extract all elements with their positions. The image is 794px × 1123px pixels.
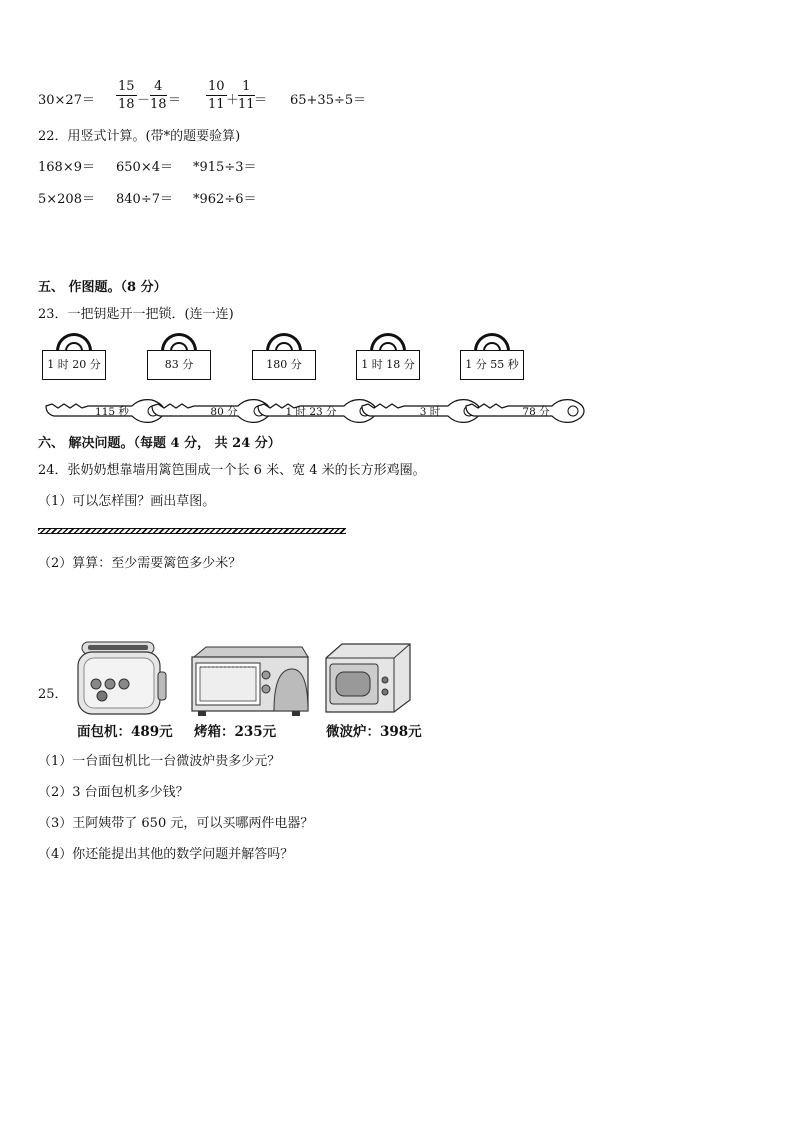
key: [44, 396, 166, 426]
key-label: 78 分: [522, 406, 550, 418]
lock-label: 180 分: [252, 350, 316, 380]
equals-sign: ＝: [254, 93, 268, 108]
calc-item: *962÷6＝: [193, 192, 257, 207]
padlock: [147, 333, 211, 381]
section-6-title: 六、 解决问题。（每题 4 分， 共 24 分）: [38, 436, 281, 451]
section-5-title: 五、 作图题。（8 分）: [38, 280, 167, 295]
calc-item: *915÷3＝: [193, 160, 257, 175]
key-label: 115 秒: [95, 406, 129, 418]
microwave-price: 微波炉：398元: [326, 724, 422, 740]
padlock: [356, 333, 420, 381]
expr-4: 65+35÷5＝: [290, 93, 367, 108]
question-22-title: 22．用竖式计算。(带*的题要验算): [38, 129, 241, 144]
padlock: [42, 333, 106, 381]
oven-price: 烤箱：235元: [194, 724, 277, 740]
fraction-10-11: $\frac{10}{11}$: [208, 79, 225, 112]
minus-sign: －: [137, 93, 151, 108]
padlock: [460, 333, 524, 381]
expr-1: 30×27＝: [38, 93, 95, 108]
question-23-title: 23．一把钥匙开一把锁．(连一连): [38, 307, 234, 322]
question-25-part-4: （4）你还能提出其他的数学问题并解答吗？: [38, 847, 294, 862]
question-24-part-1: （1）可以怎样围？画出草图。: [38, 494, 216, 509]
question-24-part-2: （2）算算：至少需要篱笆多少米？: [38, 556, 242, 571]
toaster-price: 面包机：489元: [77, 724, 173, 740]
calc-item: 5×208＝: [38, 192, 95, 207]
fraction-4-18: $\frac{4}{18}$: [150, 79, 167, 112]
question-25-number: 25．: [38, 687, 68, 702]
lock-label: 1 分 55 秒: [460, 350, 524, 380]
oven-icon: [188, 645, 312, 717]
key-label: 1 时 23 分: [285, 406, 337, 418]
lock-label: 1 时 20 分: [42, 350, 106, 380]
lock-label: 1 时 18 分: [356, 350, 420, 380]
microwave-icon: [322, 640, 414, 716]
lock-label: 83 分: [147, 350, 211, 380]
question-25-part-1: （1）一台面包机比一台微波炉贵多少元？: [38, 754, 281, 769]
equals-sign: ＝: [168, 93, 182, 108]
key-label: 80 分: [210, 406, 238, 418]
key-label: 3 时: [419, 406, 441, 418]
wall-hatch: [38, 528, 346, 534]
calc-item: 168×9＝: [38, 160, 95, 175]
question-25-part-2: （2）3 台面包机多少钱？: [38, 785, 189, 800]
fraction-15-18: $\frac{15}{18}$: [118, 79, 135, 112]
key: [464, 396, 586, 426]
calc-item: 650×4＝: [116, 160, 173, 175]
calc-item: 840÷7＝: [116, 192, 173, 207]
plus-sign: ＋: [226, 93, 240, 108]
toaster-icon: [74, 638, 170, 718]
question-25-part-3: （3）王阿姨带了 650 元，可以买哪两件电器？: [38, 816, 314, 831]
padlock: [252, 333, 316, 381]
fraction-1-11: $\frac{1}{11}$: [238, 79, 255, 112]
question-24-title: 24．张奶奶想靠墙用篱笆围成一个长 6 米、宽 4 米的长方形鸡圈。: [38, 463, 426, 478]
key: [150, 396, 272, 426]
